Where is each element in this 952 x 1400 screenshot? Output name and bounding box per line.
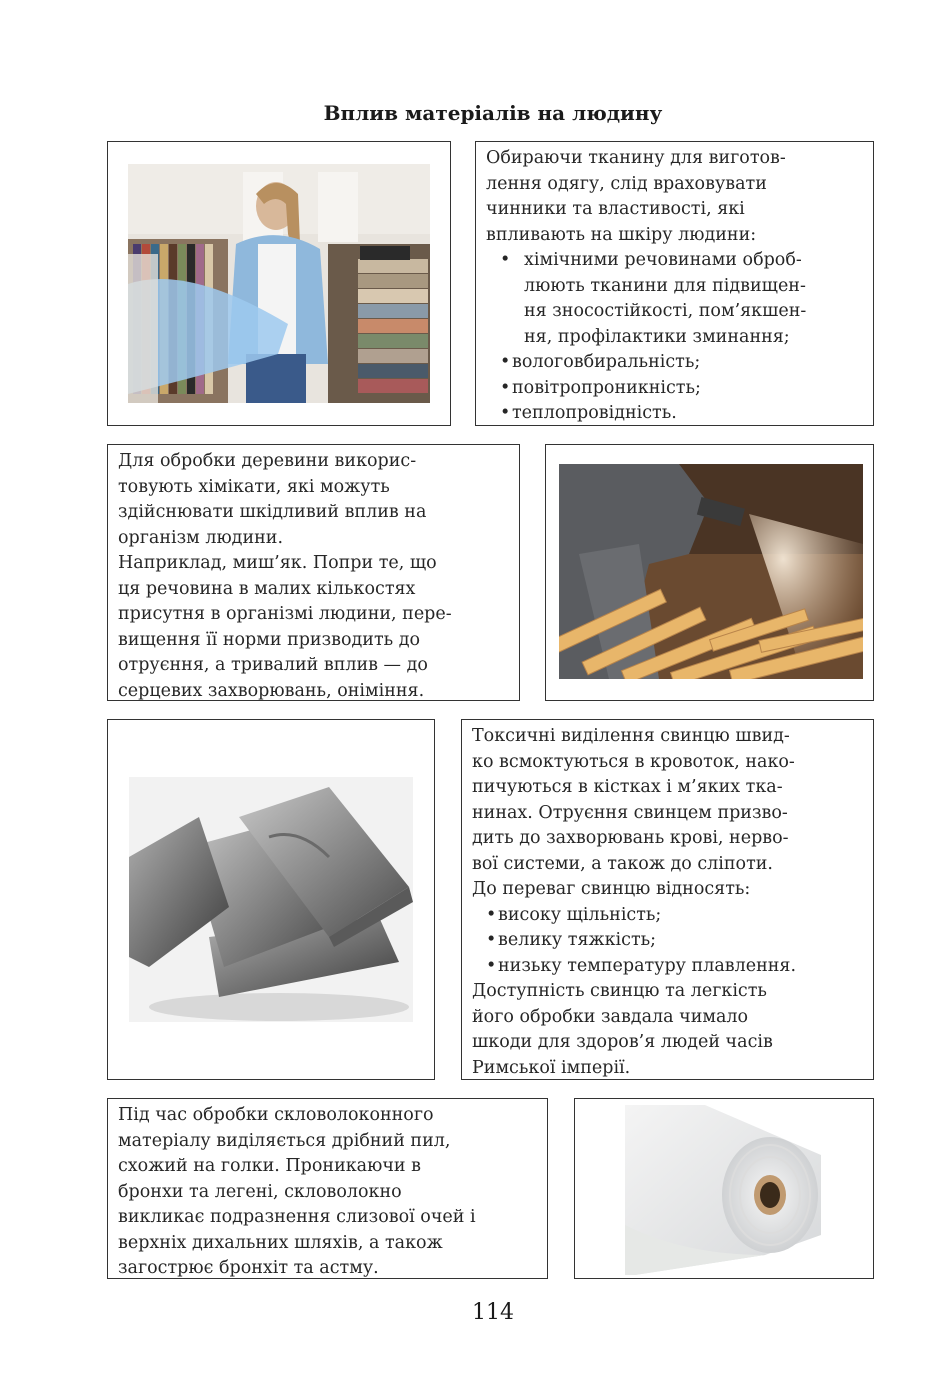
fiberglass-roll-photo: [625, 1105, 821, 1275]
list-item: • повітропроникність;: [486, 376, 863, 402]
lead-text-box: [461, 719, 874, 1080]
fabric-image-frame: [107, 141, 451, 426]
list-item: • вологовбиральність;: [486, 350, 863, 376]
fabric-text-box: [475, 141, 874, 426]
page-number: 114: [472, 1300, 514, 1325]
page-title: Вплив матеріалів на людину: [323, 101, 663, 125]
fiberglass-image-frame: [574, 1098, 874, 1279]
lead-ingots-photo: [129, 777, 413, 1022]
wood-text-box: [107, 444, 520, 701]
fabric-text: Обираючи тканину для виготов- лення одягу, слід враховувати чинники та властивості, які впливають на шкіру людини: • хімічними речовинами оброб- люють тканини для підвищен- ня зносостійкості, пом’якшен- ня, профілактики зминання; • вологовбиральність; • повітропроникність; • теплопровідність.: [476, 142, 873, 427]
lead-text: Токсичні виділення свинцю швид- ко всмоктуються в кровоток, нако- пичуються в кістках і м’яких тка- нинах. Отруєння свинцем призво- дить до захворювань крові, нерво- вої системи, а також до сліпоти. До переваг свинцю відносять: • високу щільність; • велику тяжкість; • низьку температуру плавлення. Доступність свинцю та легкість його обробки завдала чимало шкоди для здоров’я людей часів Римської імперії.: [462, 720, 873, 1081]
fabric-shop-photo: [128, 164, 430, 403]
wood-spraying-photo: [559, 464, 863, 679]
list-item: • високу щільність;: [472, 903, 863, 929]
list-item: • велику тяжкість;: [472, 928, 863, 954]
fiberglass-text-box: [107, 1098, 548, 1279]
wood-text: Для обробки деревини викорис- товують хімікати, які можуть здійснювати шкідливий вплив на організм людини. Наприклад, миш’як. Попри те, що ця речовина в малих кількостях присутня в організмі людини, пере- вищення її норми призводить до отруєння, а тривалий вплив — до серцевих захворювань, оніміння.: [118, 451, 452, 701]
list-item: • теплопровідність.: [486, 401, 863, 427]
fiberglass-text: Під час обробки скловолоконного матеріалу виділяється дрібний пил, схожий на голки. Проникаючи в бронхи та легені, скловолокно викликає подразнення слизової очей і верхніх дихальних шляхів, а також загострює бронхіт та астму.: [118, 1105, 476, 1278]
lead-image-frame: [107, 719, 435, 1080]
list-item: • низьку температуру плавлення.: [472, 954, 863, 980]
wood-image-frame: [545, 444, 874, 701]
list-item: • хімічними речовинами оброб-: [486, 248, 863, 274]
